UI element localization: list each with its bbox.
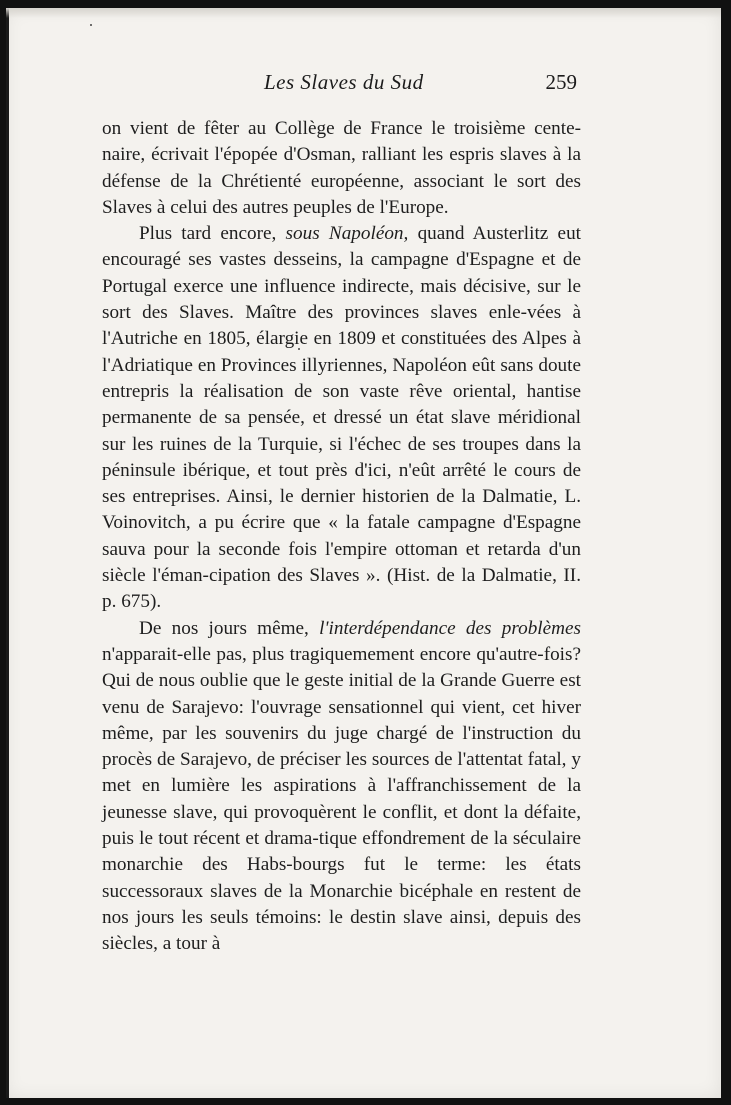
page-header bbox=[102, 70, 581, 100]
ink-speck bbox=[90, 24, 92, 26]
paragraph-2-start: Plus tard encore, bbox=[139, 223, 286, 245]
page-number: 259 bbox=[545, 70, 577, 94]
paragraph-3-rest: n'apparait-elle pas, plus tragiquemement encore qu'autre-fois? Qui de nous oublie que le geste initial de la Grande Guerre est venu de Sarajevo: l'ouvrage sensationnel qui vient, cet hiver même, par les souvenirs du juge chargé de l'instruction du procès de Sarajevo, de préciser les sources de l'attentat fatal, y met en lumière les aspirations à l'affranchissement de la jeunesse slave, qui provoquèrent le conflit, et dont la défaite, puis le tout récent et drama-tique effondrement de la séculaire monarchie des Habs-bourgs fut le terme: les états successoraux slaves de la Monarchie bicéphale en restent de nos jours les seuls témoins: le destin slave ainsi, depuis des siècles, a tour à bbox=[102, 643, 581, 955]
body-text bbox=[102, 116, 581, 958]
paragraph-3 bbox=[102, 616, 581, 958]
paragraph-2-emphasis: sous Napoléon, bbox=[285, 223, 409, 245]
book-page bbox=[6, 8, 721, 1098]
paragraph-2 bbox=[102, 221, 581, 615]
running-title: Les Slaves du Sud bbox=[264, 70, 424, 94]
paragraph-3-start: De nos jours même, bbox=[139, 617, 320, 639]
paragraph-3-emphasis: l'interdépendance des problèmes bbox=[319, 617, 581, 639]
page-top-shade bbox=[6, 8, 721, 18]
page-left-edge bbox=[6, 8, 9, 1098]
paragraph-1: on vient de fêter au Collège de France le troisième cente-naire, écrivait l'épopée d'Osman, ralliant les espris slaves à la défense de la Chrétienté européenne, associant le sort des Slaves à celui des autres peuples de l'Europe. bbox=[102, 118, 581, 218]
paragraph-2-rest: quand Austerlitz eut encouragé ses vastes desseins, la campagne d'Espagne et de Portugal exerce une influence indirecte, mais décisive, sur le sort des Slaves. Maître des provinces slaves enle-vées à l'Autriche en 1805, élargie en 1809 et constituées des Alpes à l'Adriatique en Provinces illyriennes, Napoléon eût sans doute entrepris la réalisation de son vaste rêve oriental, hantise permanente de sa pensée, et dressé un état slave méridional sur les ruines de la Turquie, si l'échec de ses troupes dans la péninsule ibérique, et tout près d'ici, n'eût arrêté le cours de ses entreprises. Ainsi, le dernier historien de la Dalmatie, L. Voinovitch, a pu écrire que « la fatale campagne d'Espagne sauva pour la seconde fois l'empire ottoman et retarda d'un siècle l'éman-cipation des Slaves ». (Hist. de la Dalmatie, II. p. 675). bbox=[102, 223, 581, 613]
